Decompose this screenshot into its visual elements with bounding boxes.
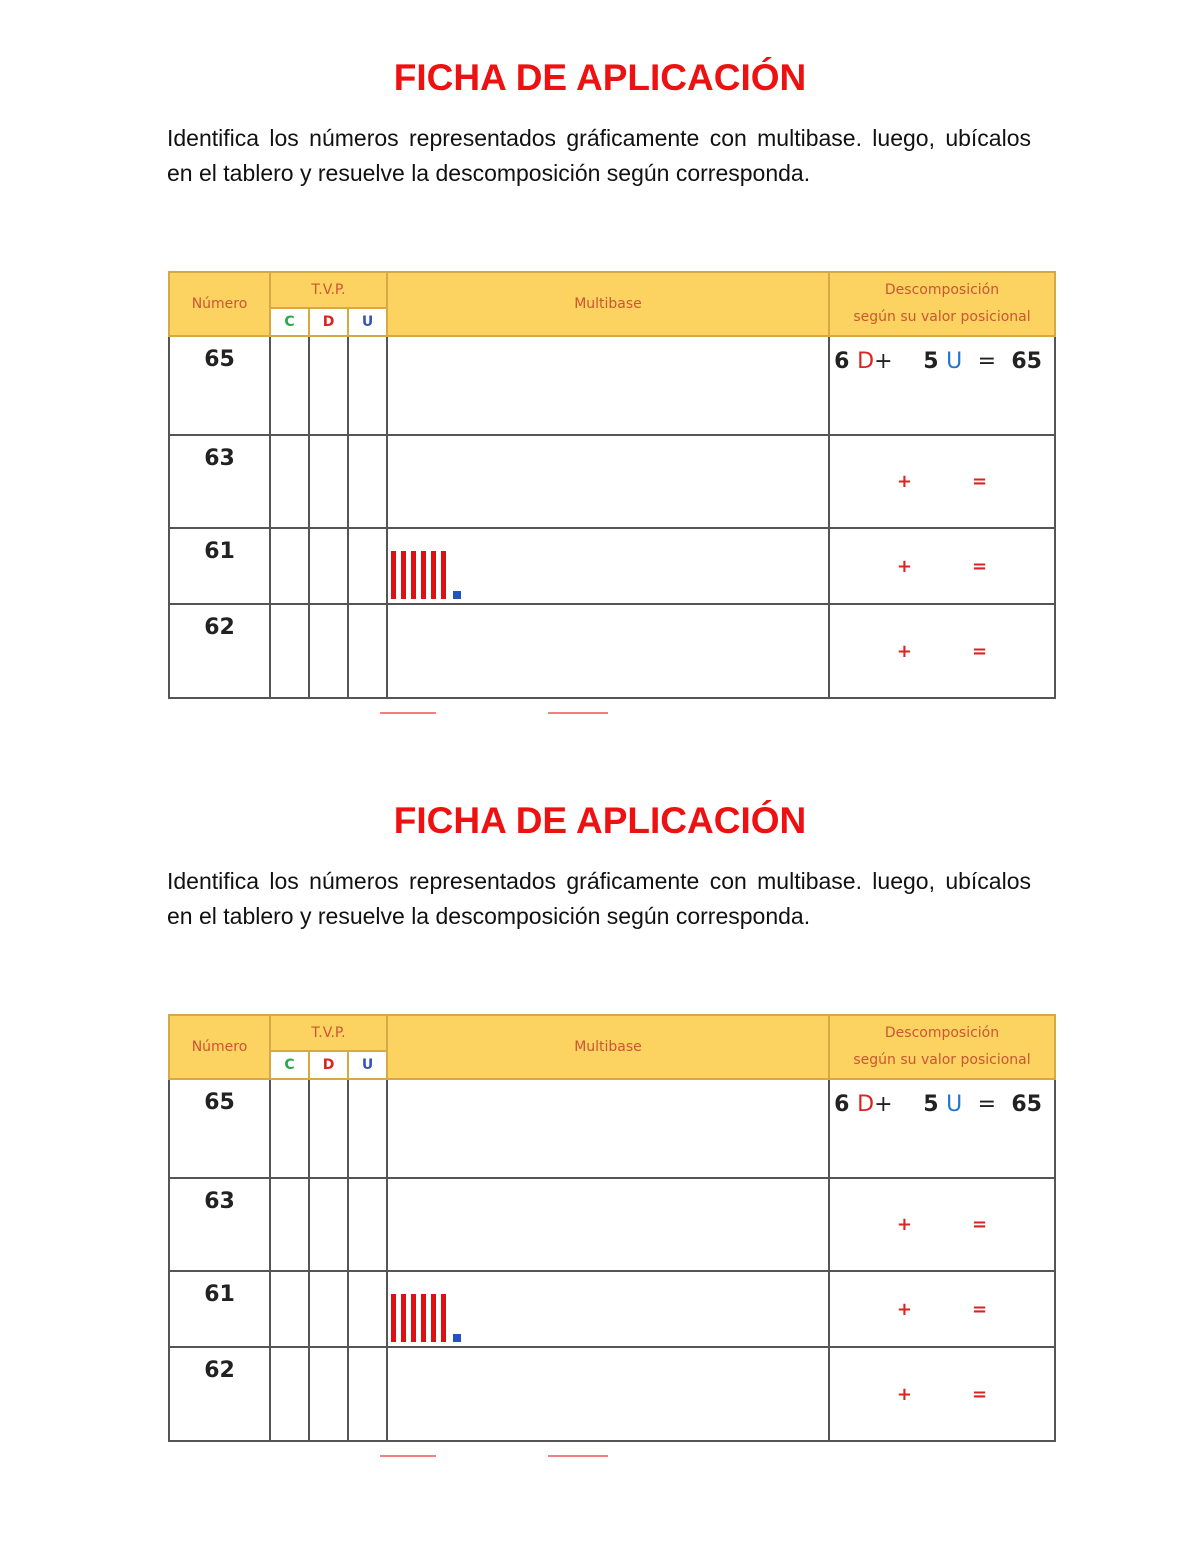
worksheet-title: FICHA DE APLICACIÓN bbox=[393, 800, 807, 841]
cell-unidades[interactable] bbox=[348, 1347, 387, 1441]
tens-rod bbox=[411, 1294, 416, 1342]
header-descomposicion-line1: Descomposición bbox=[884, 1025, 1000, 1041]
row-number: 63 bbox=[169, 1178, 270, 1271]
tens-rod bbox=[431, 551, 436, 599]
cell-centenas[interactable] bbox=[270, 1079, 309, 1178]
cell-unidades[interactable] bbox=[348, 1079, 387, 1178]
tens-rod bbox=[441, 1294, 446, 1342]
faint-dash-mark bbox=[548, 712, 608, 714]
equals-sign: = bbox=[972, 640, 988, 662]
header-multibase: Multibase bbox=[387, 1015, 829, 1079]
multibase-blocks bbox=[391, 551, 471, 601]
cell-multibase[interactable] bbox=[387, 1178, 829, 1271]
cell-unidades[interactable] bbox=[348, 336, 387, 435]
decomposition-blank[interactable] bbox=[829, 1271, 1055, 1347]
plus-sign: + bbox=[896, 1298, 912, 1320]
equals-sign: = bbox=[972, 555, 988, 577]
header-centenas: C bbox=[270, 308, 309, 336]
example-result: 65 bbox=[1011, 349, 1042, 374]
example-d-value: 6 bbox=[834, 349, 850, 374]
cell-decenas[interactable] bbox=[309, 435, 348, 528]
tens-rod bbox=[391, 551, 396, 599]
example-u-value: 5 bbox=[923, 1092, 939, 1117]
cell-decenas[interactable] bbox=[309, 1178, 348, 1271]
cell-centenas[interactable] bbox=[270, 435, 309, 528]
decomposition-blank[interactable] bbox=[829, 528, 1055, 604]
header-decenas: D bbox=[309, 308, 348, 336]
multibase-blocks bbox=[391, 1294, 471, 1344]
header-tvp: T.V.P. bbox=[270, 272, 387, 308]
example-d-letter: D bbox=[857, 1092, 875, 1117]
row-number: 61 bbox=[169, 1271, 270, 1347]
decomposition-blank[interactable] bbox=[829, 1178, 1055, 1271]
example-plus: + bbox=[874, 1092, 893, 1117]
tens-rod bbox=[401, 1294, 406, 1342]
cell-centenas[interactable] bbox=[270, 528, 309, 604]
header-descomposicion bbox=[829, 1015, 1055, 1079]
cell-multibase[interactable] bbox=[387, 604, 829, 698]
cell-unidades[interactable] bbox=[348, 604, 387, 698]
cell-multibase[interactable] bbox=[387, 1347, 829, 1441]
header-descomposicion-line2: según su valor posicional bbox=[853, 309, 1031, 325]
header-decenas: D bbox=[309, 1051, 348, 1079]
example-d-value: 6 bbox=[834, 1092, 850, 1117]
header-tvp: T.V.P. bbox=[270, 1015, 387, 1051]
example-u-letter: U bbox=[946, 349, 963, 374]
decomposition-blank[interactable] bbox=[829, 435, 1055, 528]
header-numero: Número bbox=[169, 1015, 270, 1079]
place-value-table bbox=[168, 271, 1056, 699]
equals-sign: = bbox=[972, 471, 988, 492]
cell-multibase[interactable] bbox=[387, 336, 829, 435]
instruction-text: Identifica los números representados gráficamente con multibase. luego, ubícalos en el tablero y resuelve la descomposición según corresponda. bbox=[167, 868, 1031, 929]
unit-cube bbox=[453, 591, 461, 599]
row-number: 62 bbox=[169, 1347, 270, 1441]
example-plus: + bbox=[874, 349, 893, 374]
plus-sign: + bbox=[896, 1383, 912, 1405]
example-u-letter: U bbox=[946, 1092, 963, 1117]
equals-sign: = bbox=[972, 1298, 988, 1320]
tens-rod bbox=[421, 551, 426, 599]
place-value-table bbox=[168, 1014, 1056, 1442]
header-descomposicion bbox=[829, 272, 1055, 336]
cell-centenas[interactable] bbox=[270, 336, 309, 435]
cell-decenas[interactable] bbox=[309, 528, 348, 604]
cell-centenas[interactable] bbox=[270, 1178, 309, 1271]
example-equals: = bbox=[977, 1092, 997, 1117]
faint-dash-mark bbox=[380, 712, 436, 714]
cell-unidades[interactable] bbox=[348, 528, 387, 604]
example-decomposition bbox=[829, 336, 1055, 435]
cell-centenas[interactable] bbox=[270, 1271, 309, 1347]
plus-sign: + bbox=[896, 555, 912, 577]
example-result: 65 bbox=[1011, 1092, 1042, 1117]
table-row bbox=[169, 1347, 1055, 1441]
row-number: 62 bbox=[169, 604, 270, 698]
table-row bbox=[169, 336, 1055, 435]
cell-multibase[interactable] bbox=[387, 528, 829, 604]
table-row bbox=[169, 1178, 1055, 1271]
tens-rod bbox=[401, 551, 406, 599]
example-u-value: 5 bbox=[923, 349, 939, 374]
cell-decenas[interactable] bbox=[309, 1347, 348, 1441]
plus-sign: + bbox=[896, 640, 912, 662]
cell-unidades[interactable] bbox=[348, 435, 387, 528]
header-descomposicion-line2: según su valor posicional bbox=[853, 1052, 1031, 1068]
header-unidades: U bbox=[348, 308, 387, 336]
cell-unidades[interactable] bbox=[348, 1178, 387, 1271]
cell-multibase[interactable] bbox=[387, 435, 829, 528]
example-decomposition bbox=[829, 1079, 1055, 1178]
plus-sign: + bbox=[896, 471, 912, 492]
equals-sign: = bbox=[972, 1214, 988, 1235]
instruction-text: Identifica los números representados gráficamente con multibase. luego, ubícalos en el tablero y resuelve la descomposición según corresponda. bbox=[167, 125, 1031, 186]
table-row bbox=[169, 1079, 1055, 1178]
header-multibase: Multibase bbox=[387, 272, 829, 336]
tens-rod bbox=[441, 551, 446, 599]
header-centenas: C bbox=[270, 1051, 309, 1079]
cell-decenas[interactable] bbox=[309, 336, 348, 435]
decomposition-blank[interactable] bbox=[829, 604, 1055, 698]
worksheet bbox=[0, 55, 1200, 662]
equals-sign: = bbox=[972, 1383, 988, 1405]
table-row bbox=[169, 435, 1055, 528]
row-number: 65 bbox=[169, 1079, 270, 1178]
worksheet-title: FICHA DE APLICACIÓN bbox=[393, 57, 807, 98]
example-equals: = bbox=[977, 349, 997, 374]
header-descomposicion-line1: Descomposición bbox=[884, 282, 1000, 298]
row-number: 61 bbox=[169, 528, 270, 604]
faint-dash-mark bbox=[548, 1455, 608, 1457]
tens-rod bbox=[391, 1294, 396, 1342]
cell-decenas[interactable] bbox=[309, 1271, 348, 1347]
decomposition-blank[interactable] bbox=[829, 1347, 1055, 1441]
cell-multibase[interactable] bbox=[387, 1079, 829, 1178]
cell-unidades[interactable] bbox=[348, 1271, 387, 1347]
plus-sign: + bbox=[896, 1214, 912, 1235]
cell-decenas[interactable] bbox=[309, 604, 348, 698]
worksheet bbox=[0, 798, 1200, 1405]
tens-rod bbox=[411, 551, 416, 599]
cell-centenas[interactable] bbox=[270, 1347, 309, 1441]
row-number: 63 bbox=[169, 435, 270, 528]
row-number: 65 bbox=[169, 336, 270, 435]
tens-rod bbox=[431, 1294, 436, 1342]
cell-centenas[interactable] bbox=[270, 604, 309, 698]
cell-multibase[interactable] bbox=[387, 1271, 829, 1347]
unit-cube bbox=[453, 1334, 461, 1342]
table-row bbox=[169, 528, 1055, 604]
tens-rod bbox=[421, 1294, 426, 1342]
header-numero: Número bbox=[169, 272, 270, 336]
example-d-letter: D bbox=[857, 349, 875, 374]
table-row bbox=[169, 604, 1055, 698]
table-row bbox=[169, 1271, 1055, 1347]
header-unidades: U bbox=[348, 1051, 387, 1079]
cell-decenas[interactable] bbox=[309, 1079, 348, 1178]
faint-dash-mark bbox=[380, 1455, 436, 1457]
